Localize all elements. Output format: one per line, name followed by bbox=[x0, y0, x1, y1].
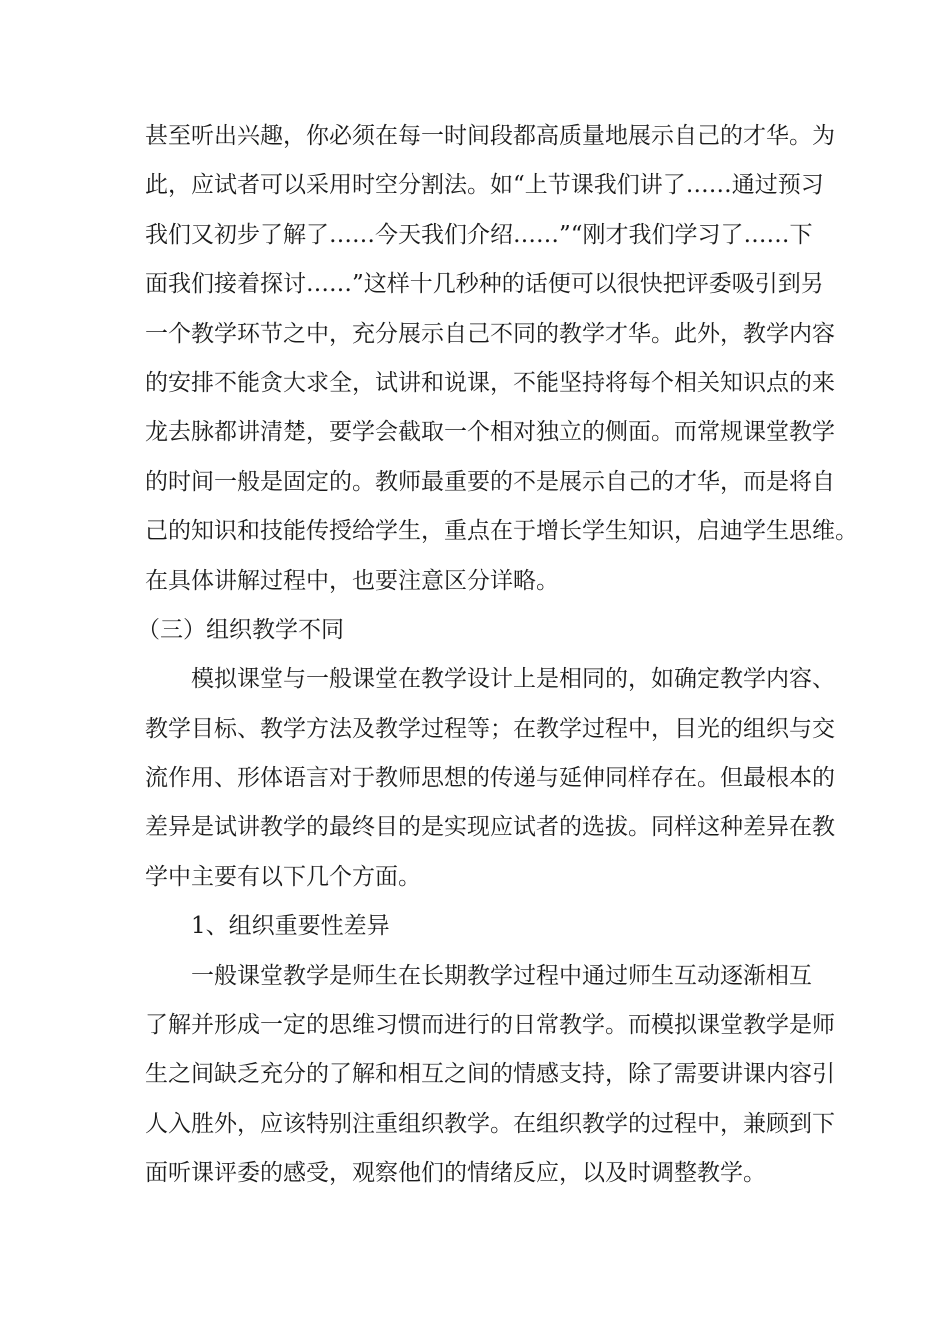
subsection-heading: 1、组织重要性差异 bbox=[191, 913, 390, 940]
text-line: 在具体讲解过程中，也要注意区分详略。 bbox=[145, 567, 559, 594]
text-line: 模拟课堂与一般课堂在教学设计上是相同的，如确定教学内容、 bbox=[191, 666, 835, 693]
text-line: 面听课评委的感受，观察他们的情绪反应，以及时调整教学。 bbox=[145, 1160, 766, 1187]
text-line: 己的知识和技能传授给学生，重点在于增长学生知识，启迪学生思维。 bbox=[145, 518, 858, 545]
text-line: 此，应试者可以采用时空分割法。如“上节课我们讲了……通过预习 bbox=[145, 172, 824, 199]
text-line: 学中主要有以下几个方面。 bbox=[145, 863, 421, 890]
paragraph-1 bbox=[145, 112, 858, 606]
section-heading: （三）组织教学不同 bbox=[137, 616, 344, 643]
text-line: 一个教学环节之中，充分展示自己不同的教学才华。此外，教学内容 bbox=[145, 320, 835, 347]
paragraph-2 bbox=[145, 655, 835, 902]
text-line: 甚至听出兴趣，你必须在每一时间段都高质量地展示自己的才华。为 bbox=[145, 123, 835, 149]
text-line: 的时间一般是固定的。教师最重要的不是展示自己的才华，而是将自 bbox=[145, 468, 835, 495]
text-line: 一般课堂教学是师生在长期教学过程中通过师生互动逐渐相互 bbox=[191, 962, 812, 989]
text-line: 差异是试讲教学的最终目的是实现应试者的选拔。同样这种差异在教 bbox=[145, 814, 835, 841]
text-line: 生之间缺乏充分的了解和相互之间的情感支持，除了需要讲课内容引 bbox=[145, 1061, 835, 1088]
text-line: 流作用、形体语言对于教师思想的传递与延伸同样存在。但最根本的 bbox=[145, 765, 835, 792]
text-line: 了解并形成一定的思维习惯而进行的日常教学。而模拟课堂教学是师 bbox=[145, 1012, 835, 1039]
text-line: 我们又初步了解了……今天我们介绍……”“刚才我们学习了……下 bbox=[145, 221, 813, 248]
text-line: 教学目标、教学方法及教学过程等；在教学过程中，目光的组织与交 bbox=[145, 715, 835, 742]
text-line: 面我们接着探讨……”这样十几秒种的话便可以很快把评委吸引到另 bbox=[145, 271, 824, 298]
text-line: 的安排不能贪大求全，试讲和说课，不能坚持将每个相关知识点的来 bbox=[145, 369, 835, 396]
paragraph-3 bbox=[145, 952, 835, 1199]
text-line: 人入胜外，应该特别注重组织教学。在组织教学的过程中，兼顾到下 bbox=[145, 1110, 835, 1137]
document-body bbox=[137, 112, 858, 1199]
text-line: 龙去脉都讲清楚，要学会截取一个相对独立的侧面。而常规课堂教学 bbox=[145, 419, 835, 446]
